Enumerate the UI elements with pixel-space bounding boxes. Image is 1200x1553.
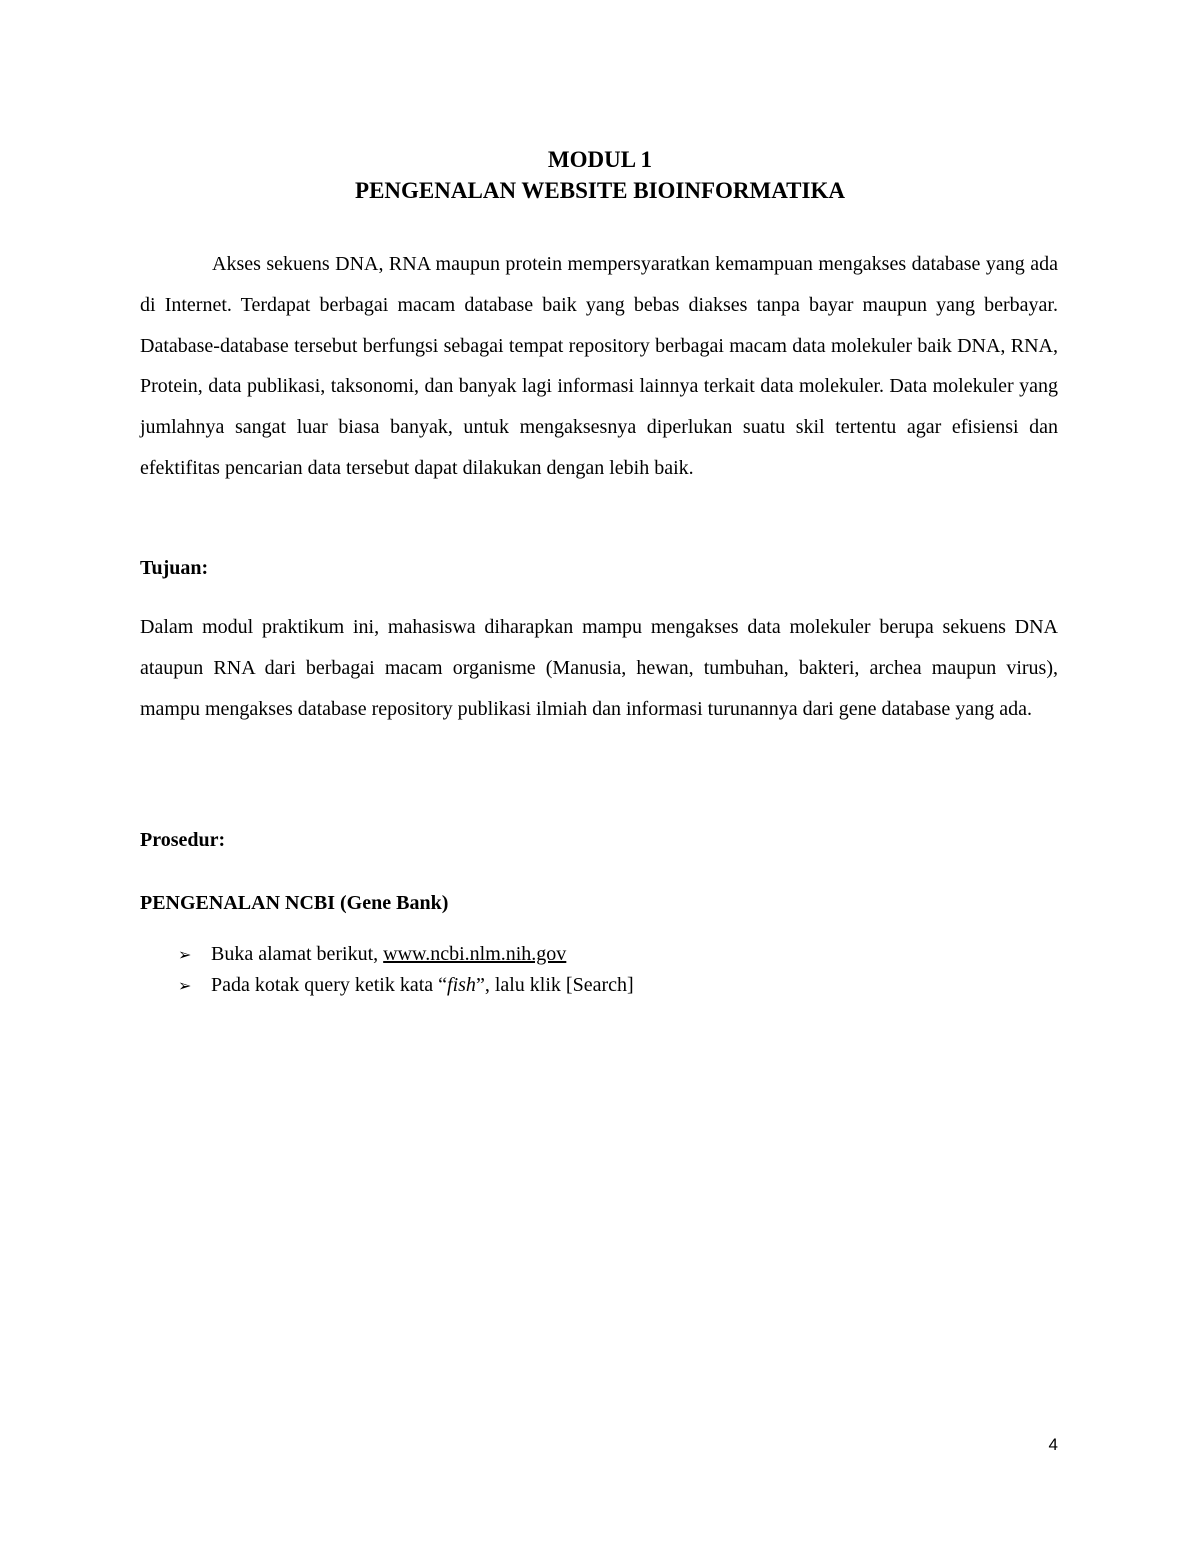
arrow-bullet-icon: ➢ — [178, 945, 192, 964]
module-title: MODUL 1 — [547, 147, 653, 172]
step-text-after: ”, lalu klik [Search] — [475, 974, 634, 996]
step-text: Buka alamat berikut, — [211, 943, 384, 965]
page-number: 4 — [1048, 1435, 1058, 1454]
prosedur-heading: Prosedur: — [140, 829, 226, 851]
intro-paragraph: Akses sekuens DNA, RNA maupun protein mempersyaratkan kemampuan mengakses database yang ada di Internet. Terdapat berbagai macam database baik yang bebas diakses tanpa bayar maupun yang berbayar. Database-database tersebut berfungsi sebagai tempat repository berbagai macam data molekuler baik DNA, RNA, Protein, data publikasi, taksonomi, dan banyak lagi informasi lainnya terkait data molekuler. Data molekuler yang jumlahnya sangat luar biasa banyak, untuk mengaksesnya diperlukan suatu skil tertentu agar efisiensi dan efektifitas pencarian data tersebut dapat dilakukan dengan lebih baik. — [140, 253, 1058, 479]
tujuan-heading: Tujuan: — [140, 557, 209, 579]
step-text: Pada kotak query ketik kata “ — [211, 974, 448, 996]
list-item — [178, 970, 1058, 1001]
module-subtitle: PENGENALAN WEBSITE BIOINFORMATIKA — [355, 178, 845, 203]
procedure-steps-list — [178, 939, 1058, 1001]
tujuan-paragraph: Dalam modul praktikum ini, mahasiswa diharapkan mampu mengakses data molekuler berupa sekuens DNA ataupun RNA dari berbagai macam organisme (Manusia, hewan, tumbuhan, bakteri, archea maupun virus), mampu mengakses database repository publikasi ilmiah dan informasi turunannya dari gene database yang ada. — [140, 616, 1058, 720]
ncbi-section-heading: PENGENALAN NCBI (Gene Bank) — [140, 892, 449, 914]
ncbi-link[interactable]: www.ncbi.nlm.nih.gov — [383, 943, 567, 965]
step-emphasis: fish — [447, 974, 476, 996]
arrow-bullet-icon: ➢ — [178, 976, 192, 995]
list-item — [178, 939, 1058, 970]
